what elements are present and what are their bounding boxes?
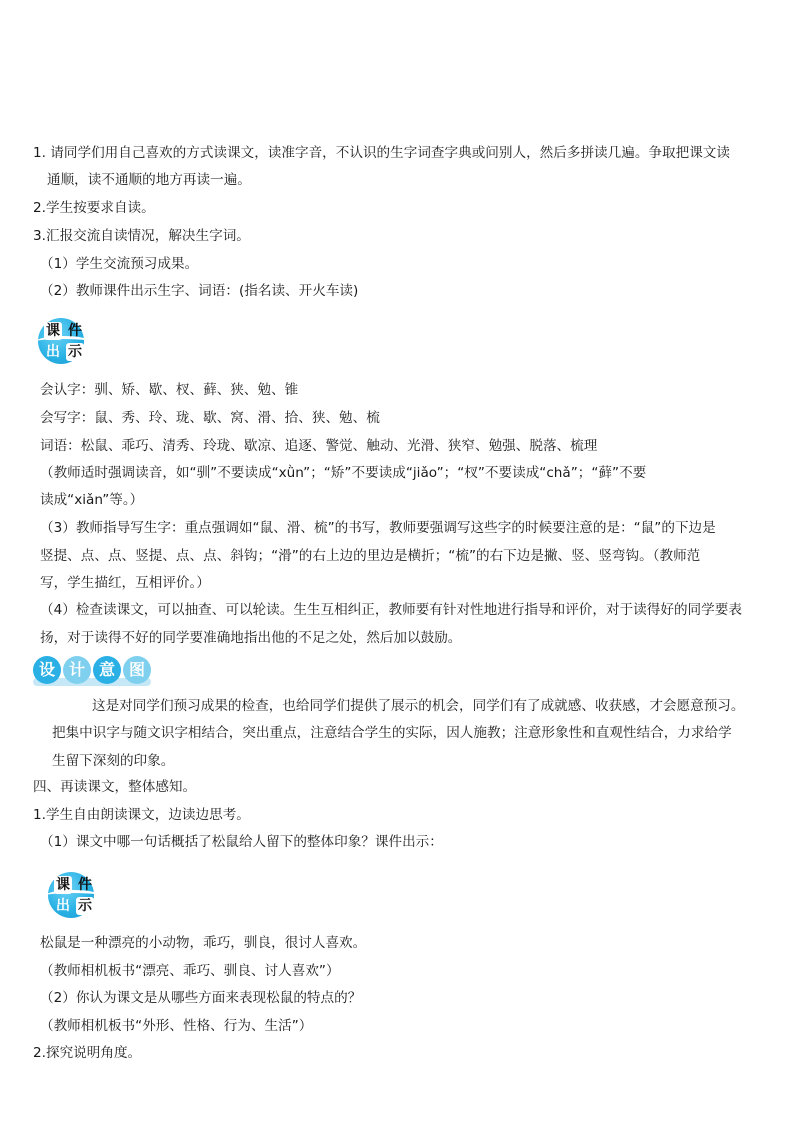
writing-guide-2: 竖提、点、点、竖提、点、点、斜钩；“滑”的右上边的里边是横折；“梳”的右下边是撇、竖、竖弯钩。（教师范 [40, 548, 701, 564]
check-reading-1: （4）检查读课文，可以抽查、可以轮读。生生互相纠正，教师要有针对性地进行指导和评价，对于读得好的同学要表 [40, 602, 742, 618]
check-reading-2: 扬，对于读得不好的同学要准确地指出他的不足之处，然后加以鼓励。 [40, 630, 462, 646]
design-char: 设 [33, 656, 61, 684]
board-note-2: （教师相机板书“外形、性格、行为、生活”） [40, 1018, 313, 1034]
board-note-1: （教师相机板书“漂亮、乖巧、驯良、讨人喜欢”） [40, 963, 340, 979]
writing-guide-3: 写，学生描红，互相评价。） [40, 575, 210, 591]
badge-char: 示 [78, 898, 92, 914]
badge-char: 件 [78, 877, 92, 893]
design-char: 图 [123, 656, 151, 684]
design-intent-3: 生留下深刻的印象。 [52, 753, 175, 769]
pronunciation-note-1: （教师适时强调读音，如“驯”不要读成“xǜn”；“矫”不要读成“jiǎo”；“杈”不要读成“chǎ”；“藓”不要 [40, 465, 647, 481]
step1-line1: 1. 请同学们用自己喜欢的方式读课文，读准字音，不认识的生字词查字典或问别人，然后多拼读几遍。争取把课文读 [33, 145, 730, 161]
design-intent-2: 把集中识字与随文识字相结合，突出重点，注意结合学生的实际，因人施教；注意形象性和直观性结合，力求给学 [52, 725, 732, 741]
badge-char: 出 [56, 898, 70, 914]
section-four-heading: 四、再读课文，整体感知。 [33, 779, 197, 795]
step2-line: 2.学生按要求自读。 [33, 200, 155, 216]
write-chars: 会写字：鼠、秀、玲、珑、歇、窝、滑、拾、狭、勉、梳 [40, 410, 380, 426]
step3-line: 3.汇报交流自读情况，解决生字词。 [33, 228, 250, 244]
reread-step1: 1.学生自由朗读课文，边读边思考。 [33, 807, 250, 823]
badge-char: 课 [46, 323, 60, 339]
explore-step2: 2.探究说明角度。 [33, 1045, 142, 1061]
courseware-badge [34, 316, 94, 368]
design-intent-badge [33, 656, 151, 686]
design-char: 计 [63, 656, 91, 684]
step1-line2: 通顺，读不通顺的地方再读一遍。 [47, 172, 251, 188]
step3-sub2: （2）教师课件出示生字、词语：(指名读、开火车读) [40, 283, 359, 299]
pronunciation-note-2: 读成“xiǎn”等。） [40, 492, 144, 508]
courseware-sentence: 松鼠是一种漂亮的小动物，乖巧，驯良，很讨人喜欢。 [40, 935, 367, 951]
design-intent-1: 这是对同学们预习成果的检查，也给同学们提供了展示的机会，同学们有了成就感、收获感，才会愿意预习。 [92, 698, 745, 714]
badge-char: 示 [68, 344, 82, 360]
reread-question1: （1）课文中哪一句话概括了松鼠给人留下的整体印象？课件出示： [40, 834, 443, 850]
recognize-chars: 会认字：驯、矫、歇、杈、藓、狭、勉、锥 [40, 382, 299, 398]
reread-question2: （2）你认为课文是从哪些方面来表现松鼠的特点的？ [40, 990, 362, 1006]
courseware-badge [44, 870, 104, 922]
vocab-line: 词语：松鼠、乖巧、清秀、玲珑、歇凉、追逐、警觉、触动、光滑、狭窄、勉强、脱落、梳理 [40, 438, 598, 454]
design-char: 意 [93, 656, 121, 684]
step3-sub1: （1）学生交流预习成果。 [40, 256, 199, 272]
badge-char: 课 [56, 877, 70, 893]
writing-guide-1: （3）教师指导写生字：重点强调如“鼠、滑、梳”的书写，教师要强调写这些字的时候要注意的是：“鼠”的下边是 [40, 520, 716, 536]
badge-char: 件 [68, 323, 82, 339]
badge-char: 出 [46, 344, 60, 360]
